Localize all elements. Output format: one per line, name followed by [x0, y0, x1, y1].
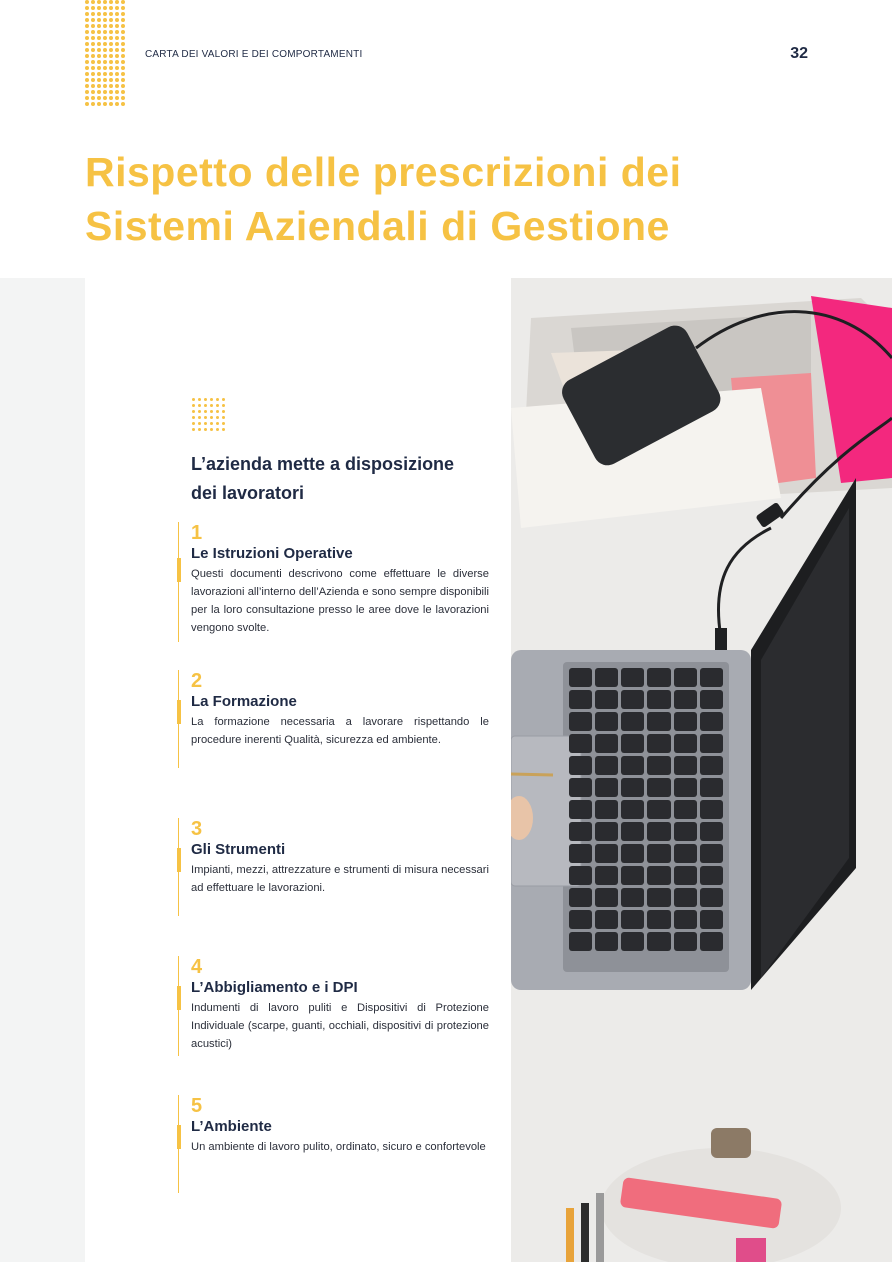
dot-icon	[198, 422, 201, 425]
keyboard-key-icon	[621, 932, 644, 951]
dot-icon	[109, 12, 113, 16]
dot-icon	[210, 398, 213, 401]
keyboard-key-icon	[647, 888, 670, 907]
dot-icon	[115, 84, 119, 88]
dot-icon	[216, 422, 219, 425]
list-item-1	[178, 522, 490, 642]
dot-icon	[109, 78, 113, 82]
dot-icon	[222, 410, 225, 413]
keyboard-key-icon	[674, 668, 697, 687]
keyboard-key-icon	[647, 712, 670, 731]
dot-icon	[115, 42, 119, 46]
dot-icon	[121, 96, 125, 100]
item-number: 5	[191, 1095, 203, 1117]
dot-icon	[222, 428, 225, 431]
dot-icon	[121, 0, 125, 4]
keyboard-key-icon	[621, 844, 644, 863]
dot-icon	[85, 6, 89, 10]
keyboard-key-icon	[569, 712, 592, 731]
intro-heading	[191, 450, 501, 508]
dot-icon	[103, 66, 107, 70]
item-number: 1	[191, 522, 203, 544]
keyboard-key-icon	[647, 910, 670, 929]
keyboard-key-icon	[647, 932, 670, 951]
dot-icon	[91, 48, 95, 52]
dot-icon	[204, 410, 207, 413]
dot-icon	[103, 84, 107, 88]
dot-icon	[198, 404, 201, 407]
dot-icon	[97, 18, 101, 22]
keyboard-key-icon	[674, 712, 697, 731]
dot-icon	[192, 398, 195, 401]
dot-icon	[91, 78, 95, 82]
dot-icon	[115, 30, 119, 34]
dot-icon	[91, 60, 95, 64]
dot-icon	[85, 96, 89, 100]
keyboard-key-icon	[621, 800, 644, 819]
keyboard-key-icon	[595, 800, 618, 819]
dot-icon	[204, 428, 207, 431]
dot-icon	[210, 416, 213, 419]
dot-icon	[115, 18, 119, 22]
dot-icon	[85, 90, 89, 94]
keyboard-key-icon	[569, 910, 592, 929]
dot-icon	[198, 416, 201, 419]
dot-icon	[192, 416, 195, 419]
dot-icon	[216, 404, 219, 407]
keyboard-key-icon	[621, 712, 644, 731]
dot-icon	[85, 66, 89, 70]
dot-icon	[97, 84, 101, 88]
dot-icon	[97, 6, 101, 10]
dot-icon	[103, 60, 107, 64]
keyboard-key-icon	[674, 822, 697, 841]
item-description: Questi documenti descrivono come effettuare le diverse lavorazioni all’interno dell’Azienda e sono sempre disponibili per la loro consultazione presso le aree dove le lavorazioni vengono svolte.	[191, 568, 489, 634]
dot-icon	[109, 96, 113, 100]
keyboard-key-icon	[647, 778, 670, 797]
dot-icon	[115, 72, 119, 76]
dot-icon	[121, 90, 125, 94]
keyboard-key-icon	[621, 822, 644, 841]
dot-icon	[210, 428, 213, 431]
dot-icon	[204, 416, 207, 419]
item-title: Gli Strumenti	[191, 841, 286, 858]
dot-icon	[115, 24, 119, 28]
dot-icon	[216, 428, 219, 431]
dot-icon	[109, 18, 113, 22]
dot-icon	[216, 398, 219, 401]
dot-icon	[121, 30, 125, 34]
dot-icon	[103, 72, 107, 76]
dot-icon	[115, 48, 119, 52]
dot-icon	[109, 90, 113, 94]
dot-icon	[192, 422, 195, 425]
dot-icon	[97, 102, 101, 106]
keyboard-key-icon	[569, 866, 592, 885]
dot-icon	[85, 84, 89, 88]
keyboard-key-icon	[569, 888, 592, 907]
page-title	[85, 145, 805, 253]
dot-icon	[109, 84, 113, 88]
dot-icon	[121, 18, 125, 22]
dot-icon	[85, 24, 89, 28]
dot-icon	[91, 84, 95, 88]
dot-icon	[103, 6, 107, 10]
dot-icon	[222, 422, 225, 425]
dot-icon	[121, 24, 125, 28]
dot-icon	[97, 60, 101, 64]
dot-icon	[109, 30, 113, 34]
dot-icon	[103, 78, 107, 82]
keyboard-key-icon	[569, 756, 592, 775]
dot-icon	[115, 54, 119, 58]
keyboard-key-icon	[595, 668, 618, 687]
keyboard-key-icon	[700, 690, 723, 709]
dot-icon	[85, 48, 89, 52]
dot-icon	[85, 72, 89, 76]
dot-icon	[109, 60, 113, 64]
dot-icon	[115, 12, 119, 16]
keyboard-key-icon	[647, 734, 670, 753]
keyboard-key-icon	[595, 844, 618, 863]
dot-icon	[115, 78, 119, 82]
dot-pattern-decoration-small	[192, 398, 225, 431]
dot-icon	[121, 42, 125, 46]
keyboard-key-icon	[569, 668, 592, 687]
dot-icon	[103, 36, 107, 40]
list-item-4	[178, 956, 490, 1056]
keyboard-key-icon	[621, 690, 644, 709]
dot-icon	[103, 18, 107, 22]
dot-icon	[204, 398, 207, 401]
keyboard-key-icon	[647, 800, 670, 819]
dot-icon	[85, 18, 89, 22]
dot-icon	[109, 48, 113, 52]
list-item-3	[178, 818, 490, 916]
dot-icon	[121, 84, 125, 88]
dot-icon	[91, 18, 95, 22]
dot-icon	[210, 422, 213, 425]
item-accent-bar	[177, 558, 181, 582]
keyboard-key-icon	[674, 800, 697, 819]
dot-icon	[103, 48, 107, 52]
keyboard-key-icon	[700, 778, 723, 797]
keyboard-key-icon	[674, 756, 697, 775]
dot-icon	[97, 12, 101, 16]
dot-icon	[210, 410, 213, 413]
dot-icon	[121, 66, 125, 70]
keyboard-key-icon	[700, 734, 723, 753]
page-title-line-1: Rispetto delle prescrizioni dei	[85, 149, 682, 195]
dot-icon	[115, 96, 119, 100]
dot-icon	[115, 60, 119, 64]
keyboard-key-icon	[595, 690, 618, 709]
dot-icon	[115, 0, 119, 4]
keyboard-key-icon	[674, 866, 697, 885]
keyboard-key-icon	[569, 778, 592, 797]
keyboard-key-icon	[674, 844, 697, 863]
dot-icon	[222, 416, 225, 419]
dot-icon	[109, 36, 113, 40]
dot-icon	[97, 66, 101, 70]
dot-icon	[103, 0, 107, 4]
keyboard-key-icon	[700, 866, 723, 885]
keyboard-key-icon	[595, 734, 618, 753]
dot-icon	[91, 36, 95, 40]
dot-icon	[109, 6, 113, 10]
dot-icon	[109, 66, 113, 70]
dot-icon	[121, 6, 125, 10]
dot-icon	[103, 42, 107, 46]
dot-icon	[103, 90, 107, 94]
keyboard-key-icon	[700, 932, 723, 951]
dot-icon	[121, 36, 125, 40]
keyboard-key-icon	[674, 932, 697, 951]
keyboard-key-icon	[700, 910, 723, 929]
item-description: Impianti, mezzi, attrezzature e strumenti di misura necessari ad effettuare le lavorazioni.	[191, 864, 489, 894]
keyboard-key-icon	[700, 822, 723, 841]
keyboard-key-icon	[569, 932, 592, 951]
keyboard-key-icon	[621, 866, 644, 885]
dot-icon	[109, 102, 113, 106]
dot-icon	[91, 96, 95, 100]
dot-icon	[103, 12, 107, 16]
dot-icon	[103, 30, 107, 34]
keyboard-key-icon	[674, 690, 697, 709]
dot-icon	[115, 66, 119, 70]
keyboard-key-icon	[674, 734, 697, 753]
keyboard-key-icon	[621, 668, 644, 687]
dot-icon	[85, 12, 89, 16]
item-accent-bar	[177, 986, 181, 1010]
dot-icon	[115, 36, 119, 40]
dot-icon	[198, 398, 201, 401]
keyboard-key-icon	[595, 712, 618, 731]
dot-icon	[121, 12, 125, 16]
keyboard-key-icon	[647, 866, 670, 885]
dot-icon	[85, 30, 89, 34]
keyboard-key-icon	[647, 822, 670, 841]
dot-icon	[91, 54, 95, 58]
dot-icon	[91, 0, 95, 4]
dot-icon	[103, 54, 107, 58]
dot-icon	[115, 6, 119, 10]
dot-icon	[198, 410, 201, 413]
dot-icon	[198, 428, 201, 431]
dot-icon	[204, 422, 207, 425]
intro-line-1: L’azienda mette a disposizione	[191, 454, 455, 474]
dot-icon	[103, 96, 107, 100]
dot-icon	[85, 42, 89, 46]
dot-icon	[109, 72, 113, 76]
keyboard-key-icon	[595, 778, 618, 797]
dot-icon	[85, 78, 89, 82]
keyboard-key-icon	[569, 800, 592, 819]
dot-icon	[91, 24, 95, 28]
dot-icon	[91, 42, 95, 46]
item-description: La formazione necessaria a lavorare rispettando le procedure inerenti Qualità, sicurezza ed ambiente.	[191, 716, 489, 746]
dot-icon	[216, 410, 219, 413]
dot-icon	[210, 404, 213, 407]
keyboard-key-icon	[595, 910, 618, 929]
keyboard-key-icon	[700, 888, 723, 907]
item-number: 2	[191, 670, 203, 692]
item-divider-line	[178, 522, 179, 642]
dot-icon	[222, 404, 225, 407]
keyboard-key-icon	[700, 844, 723, 863]
dot-icon	[192, 410, 195, 413]
dot-icon	[216, 416, 219, 419]
dot-icon	[91, 12, 95, 16]
dot-icon	[97, 30, 101, 34]
dot-icon	[91, 72, 95, 76]
dot-icon	[121, 72, 125, 76]
keyboard-key-icon	[621, 778, 644, 797]
dot-icon	[192, 404, 195, 407]
dot-icon	[115, 102, 119, 106]
keyboard-key-icon	[647, 668, 670, 687]
keyboard-key-icon	[621, 734, 644, 753]
keyboard-key-icon	[700, 756, 723, 775]
dot-icon	[91, 90, 95, 94]
keyboard-key-icon	[595, 932, 618, 951]
keyboard-key-icon	[700, 668, 723, 687]
side-strip	[0, 278, 85, 1262]
keyboard-key-icon	[595, 888, 618, 907]
dot-icon	[97, 24, 101, 28]
dot-icon	[109, 24, 113, 28]
item-title: L’Abbigliamento e i DPI	[191, 979, 358, 996]
item-description: Indumenti di lavoro puliti e Dispositivi di Protezione Individuale (scarpe, guanti, occhiali, dispositivi di protezione acustici)	[191, 1002, 489, 1050]
keyboard-key-icon	[621, 888, 644, 907]
keyboard-key-icon	[647, 690, 670, 709]
keyboard-key-icon	[674, 888, 697, 907]
list-item-5	[178, 1095, 490, 1193]
dot-icon	[204, 404, 207, 407]
page-title-line-2: Sistemi Aziendali di Gestione	[85, 203, 670, 249]
dot-icon	[192, 428, 195, 431]
item-number: 3	[191, 818, 203, 840]
keyboard-key-icon	[569, 690, 592, 709]
keyboard-key-icon	[569, 734, 592, 753]
dot-icon	[121, 78, 125, 82]
item-accent-bar	[177, 1125, 181, 1149]
item-description: Un ambiente di lavoro pulito, ordinato, sicuro e confortevole	[191, 1141, 486, 1153]
keyboard-key-icon	[647, 756, 670, 775]
dot-icon	[121, 102, 125, 106]
document-header-label: CARTA DEI VALORI E DEI COMPORTAMENTI	[145, 49, 363, 60]
keyboard-illustration	[569, 668, 723, 968]
keyboard-key-icon	[595, 866, 618, 885]
dot-icon	[121, 54, 125, 58]
dot-icon	[103, 102, 107, 106]
dot-icon	[97, 96, 101, 100]
dot-icon	[222, 398, 225, 401]
item-title: Le Istruzioni Operative	[191, 545, 353, 562]
dot-icon	[97, 42, 101, 46]
dot-icon	[97, 0, 101, 4]
dot-icon	[97, 72, 101, 76]
item-title: La Formazione	[191, 693, 297, 710]
dot-icon	[85, 0, 89, 4]
dot-icon	[109, 54, 113, 58]
dot-icon	[109, 42, 113, 46]
dot-icon	[109, 0, 113, 4]
item-number: 4	[191, 956, 203, 978]
item-accent-bar	[177, 848, 181, 872]
dot-icon	[121, 60, 125, 64]
dot-icon	[97, 36, 101, 40]
keyboard-key-icon	[700, 800, 723, 819]
item-title: L’Ambiente	[191, 1118, 272, 1135]
dot-icon	[91, 6, 95, 10]
intro-line-2: dei lavoratori	[191, 483, 305, 503]
dot-icon	[91, 102, 95, 106]
dot-icon	[121, 48, 125, 52]
keyboard-key-icon	[674, 910, 697, 929]
laptop-desk-photo	[511, 278, 892, 1262]
keyboard-key-icon	[569, 844, 592, 863]
dot-icon	[85, 60, 89, 64]
keyboard-key-icon	[647, 844, 670, 863]
dot-icon	[91, 30, 95, 34]
dot-pattern-decoration	[85, 0, 125, 106]
list-item-2	[178, 670, 490, 768]
dot-icon	[85, 54, 89, 58]
dot-icon	[97, 90, 101, 94]
keyboard-key-icon	[621, 756, 644, 775]
keyboard-key-icon	[569, 822, 592, 841]
page-number: 32	[790, 45, 808, 62]
keyboard-key-icon	[700, 712, 723, 731]
keyboard-key-icon	[621, 910, 644, 929]
dot-icon	[97, 54, 101, 58]
dot-icon	[115, 90, 119, 94]
dot-icon	[97, 48, 101, 52]
item-accent-bar	[177, 700, 181, 724]
keyboard-key-icon	[674, 778, 697, 797]
dot-icon	[85, 36, 89, 40]
dot-icon	[85, 102, 89, 106]
dot-icon	[97, 78, 101, 82]
keyboard-key-icon	[595, 822, 618, 841]
dot-icon	[91, 66, 95, 70]
keyboard-key-icon	[595, 756, 618, 775]
dot-icon	[103, 24, 107, 28]
